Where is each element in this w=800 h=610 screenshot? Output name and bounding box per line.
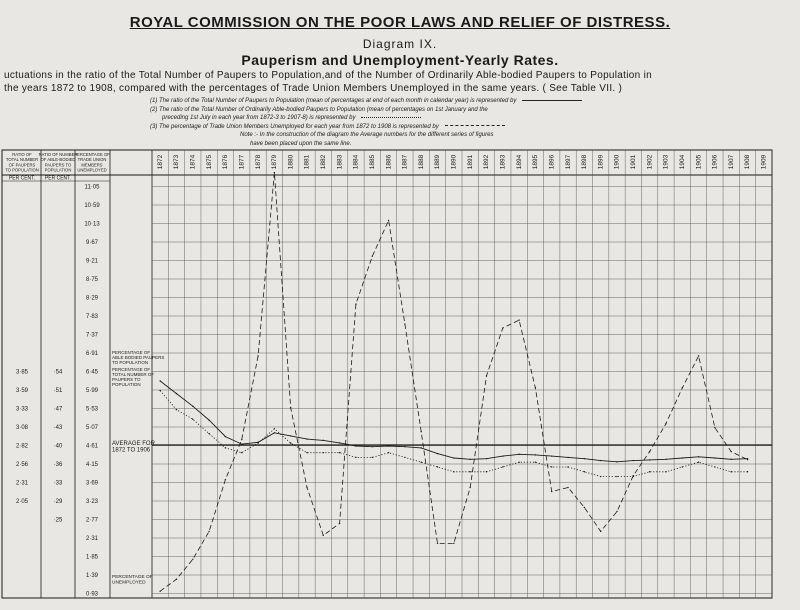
x-tick-label: 1908 xyxy=(744,154,752,170)
series-point-unemployed xyxy=(192,559,193,560)
x-tick-label: 1887 xyxy=(401,154,409,170)
series-point-able-bodied xyxy=(159,390,160,391)
x-tick-label: 1890 xyxy=(450,154,458,170)
annotation-able-bodied: TO POPULATION xyxy=(112,360,149,365)
x-tick-label: 1889 xyxy=(434,154,442,170)
series-point-total-paupers xyxy=(535,454,536,455)
x-tick-label: 1885 xyxy=(368,154,376,170)
legend-item-able-bodied: (2) The ratio of the Total Number of Ordinarily Able-bodied Paupers to Population (mean of percentages on 1st January and the xyxy=(150,106,488,113)
series-point-total-paupers xyxy=(404,446,405,447)
series-point-unemployed xyxy=(372,256,373,257)
legend-swatch-dashed xyxy=(445,125,505,126)
series-point-unemployed xyxy=(208,531,209,532)
series-point-total-paupers xyxy=(665,459,666,460)
annotation-able-bodied: PERCENTAGE OF xyxy=(112,350,151,355)
x-tick-label: 1884 xyxy=(352,154,360,170)
series-point-able-bodied xyxy=(665,471,666,472)
x-tick-label: 1906 xyxy=(711,154,719,170)
series-point-unemployed xyxy=(421,431,422,432)
y-tick-label-unemployed: 9·21 xyxy=(85,258,99,265)
annotation-total-paupers: PAUPERS TO xyxy=(112,377,141,382)
description-line-1: uctuations in the ratio of the Total Number of Paupers to Population,and of the Number of Ordinarily Able-bodied Paupers to Population in xyxy=(4,70,652,81)
x-tick-label: 1899 xyxy=(597,154,605,170)
x-tick-label: 1898 xyxy=(581,154,589,170)
y-tick-label-unemployed: 6·45 xyxy=(85,369,99,376)
description-line-2: the years 1872 to 1908, compared with the percentages of Trade Union Members Unemployed in the same years. ( See Table VII. ) xyxy=(4,83,623,94)
y-tick-label-unemployed: 2·77 xyxy=(85,517,99,524)
x-tick-label: 1902 xyxy=(646,154,654,170)
y-tick-label-unemployed: 7·37 xyxy=(85,332,99,339)
y-tick-label-total-paupers: 2·56 xyxy=(15,462,29,468)
x-tick-label: 1900 xyxy=(613,154,621,170)
series-point-able-bodied xyxy=(698,462,699,463)
series-point-unemployed xyxy=(747,459,748,460)
y-tick-label-total-paupers: 2·05 xyxy=(15,499,29,505)
series-point-able-bodied xyxy=(372,457,373,458)
series-point-able-bodied xyxy=(453,471,454,472)
series-point-total-paupers xyxy=(388,445,389,446)
series-point-total-paupers xyxy=(306,438,307,439)
series-point-total-paupers xyxy=(159,380,160,381)
series-point-unemployed xyxy=(225,479,226,480)
series-point-total-paupers xyxy=(437,453,438,454)
series-point-unemployed xyxy=(290,407,291,408)
y-tick-label-unemployed: 3·23 xyxy=(85,499,99,505)
series-point-total-paupers xyxy=(421,447,422,448)
column-header-text: TOTAL NUMBER xyxy=(5,157,39,163)
series-point-able-bodied xyxy=(421,462,422,463)
x-tick-label: 1876 xyxy=(222,154,230,170)
series-point-total-paupers xyxy=(355,445,356,446)
y-tick-label-unemployed: 5·07 xyxy=(85,425,99,431)
series-point-total-paupers xyxy=(616,461,617,462)
series-point-total-paupers xyxy=(192,406,193,407)
annotation-unemployed: PERCENTAGE OF xyxy=(112,575,153,580)
y-tick-label-unemployed: 6·91 xyxy=(85,351,99,357)
x-tick-label: 1877 xyxy=(238,154,246,170)
y-tick-label-able-bodied: ·40 xyxy=(53,443,63,450)
x-tick-label: 1909 xyxy=(760,154,768,170)
column-header-text: OF ABLE-BODIED xyxy=(40,157,76,163)
series-point-unemployed xyxy=(469,487,470,488)
series-point-able-bodied xyxy=(274,428,275,429)
y-tick-label-able-bodied: ·29 xyxy=(53,499,63,505)
x-tick-label: 1883 xyxy=(336,154,344,170)
annotation-average: AVERAGE FOR xyxy=(112,441,155,447)
series-point-unemployed xyxy=(600,531,601,532)
y-tick-label-total-paupers: 3·33 xyxy=(15,406,29,413)
series-point-total-paupers xyxy=(208,419,209,420)
series-point-able-bodied xyxy=(486,471,487,472)
series-point-unemployed xyxy=(339,523,340,524)
y-tick-label-unemployed: 9·67 xyxy=(85,240,99,246)
chart-frame xyxy=(2,150,772,598)
series-point-total-paupers xyxy=(567,457,568,458)
diagram-label: Diagram IX. xyxy=(362,37,438,51)
series-point-unemployed xyxy=(649,451,650,452)
y-tick-label-unemployed: 4·15 xyxy=(85,462,99,468)
y-tick-label-unemployed: 0·93 xyxy=(85,591,99,598)
series-point-total-paupers xyxy=(225,436,226,437)
legend: (1) The ratio of the Total Number of Paupers to Population (mean of percentages at end of each month in calendar year) is represented by (2) The ratio of the Total Number of Ordinarily Able-bodied Paupers to Population (mean of percentages on 1st January and the preceding 1st July in each year from 1872-3 to 1907-8) is represented by (3) The percentage of Trade Union Members Unemployed for each year from 1872 to 1908 is represented by Note :- In the construction of the diagram the Average numbers for the different series of figures have been placed upon the same line. xyxy=(150,97,582,148)
series-point-unemployed xyxy=(355,303,356,304)
series-point-able-bodied xyxy=(551,466,552,467)
x-tick-label: 1879 xyxy=(271,154,279,170)
series-point-able-bodied xyxy=(257,442,258,443)
y-tick-label-able-bodied: ·25 xyxy=(53,517,63,524)
series-point-unemployed xyxy=(584,507,585,508)
chart-subtitle: Pauperism and Unemployment-Yearly Rates. xyxy=(241,52,559,68)
series-point-able-bodied xyxy=(714,466,715,467)
series-point-able-bodied xyxy=(616,476,617,477)
series-point-able-bodied xyxy=(649,471,650,472)
column-header-text: OF PAUPERS xyxy=(8,162,36,168)
y-tick-label-unemployed: 8·29 xyxy=(85,295,99,302)
column-header-text: TO POPULATION xyxy=(5,167,39,173)
series-point-able-bodied xyxy=(437,466,438,467)
series-point-able-bodied xyxy=(682,466,683,467)
column-header-text: POPULATION xyxy=(44,167,72,173)
unit-label: PER CENT. xyxy=(8,175,36,182)
y-tick-label-unemployed: 2·31 xyxy=(85,536,99,542)
y-tick-label-total-paupers: 3·59 xyxy=(15,388,29,394)
series-point-unemployed xyxy=(518,319,519,320)
y-tick-label-able-bodied: ·51 xyxy=(53,388,63,394)
annotation-able-bodied: ABLE BODIED PAUPERS xyxy=(112,355,165,360)
x-tick-label: 1897 xyxy=(564,154,572,170)
series-point-unemployed xyxy=(616,511,617,512)
x-tick-label: 1892 xyxy=(483,154,491,170)
x-tick-label: 1903 xyxy=(662,154,670,170)
series-point-unemployed xyxy=(665,423,666,424)
y-tick-label-unemployed: 5·99 xyxy=(85,388,99,394)
x-tick-label: 1874 xyxy=(189,154,197,170)
series-point-unemployed xyxy=(453,543,454,544)
series-point-able-bodied xyxy=(518,462,519,463)
series-point-total-paupers xyxy=(453,457,454,458)
series-point-able-bodied xyxy=(404,457,405,458)
column-header-text: TRADE UNION xyxy=(77,157,107,163)
series-line-unemployed xyxy=(160,173,747,592)
x-tick-label: 1907 xyxy=(727,154,735,170)
annotation-total-paupers: PERCENTAGE OF xyxy=(112,367,151,372)
x-tick-label: 1904 xyxy=(678,154,686,170)
series-point-total-paupers xyxy=(469,459,470,460)
x-tick-label: 1888 xyxy=(417,154,425,170)
series-point-total-paupers xyxy=(502,455,503,456)
series-point-able-bodied xyxy=(339,452,340,453)
series-point-able-bodied xyxy=(731,471,732,472)
series-line-able-bodied xyxy=(160,391,747,477)
series-point-able-bodied xyxy=(192,419,193,420)
column-header-text: RATIO OF NUMBER xyxy=(38,152,78,157)
y-tick-label-unemployed: 8·75 xyxy=(85,277,99,283)
y-tick-label-able-bodied: ·36 xyxy=(53,462,63,468)
series-point-total-paupers xyxy=(339,442,340,443)
series-point-total-paupers xyxy=(600,460,601,461)
series-point-unemployed xyxy=(176,579,177,580)
x-tick-label: 1893 xyxy=(499,154,507,170)
y-tick-label-total-paupers: 3·85 xyxy=(15,369,29,376)
series-point-able-bodied xyxy=(323,452,324,453)
series-point-unemployed xyxy=(323,535,324,536)
series-point-able-bodied xyxy=(290,442,291,443)
y-tick-label-able-bodied: ·54 xyxy=(53,369,63,376)
series-point-total-paupers xyxy=(698,456,699,457)
series-point-total-paupers xyxy=(747,458,748,459)
unit-label: PER CENT. xyxy=(44,175,72,182)
series-point-total-paupers xyxy=(372,446,373,447)
series-point-able-bodied xyxy=(241,452,242,453)
x-tick-label: 1873 xyxy=(173,154,181,170)
series-point-able-bodied xyxy=(502,466,503,467)
annotation-unemployed: UNEMPLOYED xyxy=(112,580,146,586)
annotation-total-paupers: POPULATION xyxy=(112,382,141,387)
series-point-able-bodied xyxy=(388,452,389,453)
annotation-average: 1872 TO 1906 xyxy=(112,447,151,454)
series-point-total-paupers xyxy=(176,393,177,394)
series-point-unemployed xyxy=(274,172,275,173)
series-line-total-paupers xyxy=(160,381,747,462)
x-tick-label: 1891 xyxy=(466,154,474,170)
x-tick-label: 1886 xyxy=(385,154,393,170)
y-tick-label-unemployed: 11·05 xyxy=(84,184,100,191)
series-point-able-bodied xyxy=(176,409,177,410)
series-point-able-bodied xyxy=(208,433,209,434)
series-point-total-paupers xyxy=(486,458,487,459)
series-point-able-bodied xyxy=(306,452,307,453)
legend-item-total-paupers: (1) The ratio of the Total Number of Paupers to Population (mean of percentages at end of each month in calendar year) is represented by xyxy=(150,97,582,106)
annotation-total-paupers: TOTAL NUMBER OF xyxy=(112,372,155,377)
x-tick-label: 1905 xyxy=(695,154,703,170)
legend-swatch-dotted xyxy=(361,117,421,118)
y-tick-label-able-bodied: ·33 xyxy=(53,480,63,487)
series-point-total-paupers xyxy=(731,459,732,460)
series-point-unemployed xyxy=(502,327,503,328)
series-point-total-paupers xyxy=(274,432,275,433)
series-point-unemployed xyxy=(567,487,568,488)
y-tick-label-total-paupers: 3·08 xyxy=(15,425,29,431)
y-tick-label-unemployed: 7·83 xyxy=(85,314,99,320)
x-tick-label: 1882 xyxy=(320,154,328,170)
series-point-unemployed xyxy=(698,355,699,356)
series-point-able-bodied xyxy=(355,457,356,458)
series-point-total-paupers xyxy=(649,459,650,460)
series-point-unemployed xyxy=(486,375,487,376)
series-point-able-bodied xyxy=(535,462,536,463)
series-point-able-bodied xyxy=(747,471,748,472)
series-point-unemployed xyxy=(257,355,258,356)
x-tick-label: 1894 xyxy=(515,154,523,170)
series-point-unemployed xyxy=(682,387,683,388)
series-point-total-paupers xyxy=(241,443,242,444)
column-header-text: MEMBERS xyxy=(81,162,103,168)
series-point-total-paupers xyxy=(290,435,291,436)
chart-title: ROYAL COMMISSION ON THE POOR LAWS AND RELIEF OF DISTRESS. xyxy=(129,14,671,31)
legend-item-unemployed: (3) The percentage of Trade Union Members Unemployed for each year from 1872 to 1908 is represented by xyxy=(150,123,582,132)
series-point-total-paupers xyxy=(633,460,634,461)
series-point-able-bodied xyxy=(469,471,470,472)
series-point-total-paupers xyxy=(518,454,519,455)
chart-description xyxy=(4,69,796,95)
series-point-able-bodied xyxy=(225,447,226,448)
series-point-total-paupers xyxy=(714,457,715,458)
y-tick-label-unemployed: 4·61 xyxy=(85,443,99,450)
y-tick-label-unemployed: 10·13 xyxy=(84,221,100,228)
y-tick-label-able-bodied: ·47 xyxy=(53,406,63,413)
series-point-total-paupers xyxy=(551,455,552,456)
series-point-unemployed xyxy=(633,475,634,476)
series-point-unemployed xyxy=(388,220,389,221)
series-point-total-paupers xyxy=(257,442,258,443)
series-point-able-bodied xyxy=(567,466,568,467)
series-point-able-bodied xyxy=(600,476,601,477)
series-point-unemployed xyxy=(551,491,552,492)
y-tick-label-unemployed: 5·53 xyxy=(85,406,99,413)
series-point-unemployed xyxy=(306,487,307,488)
column-header-text: UNEMPLOYED xyxy=(77,167,107,173)
y-tick-label-total-paupers: 2·31 xyxy=(15,480,29,487)
series-point-able-bodied xyxy=(633,476,634,477)
column-header-text: RATIO OF xyxy=(12,152,32,157)
y-tick-label-unemployed: 1·39 xyxy=(85,573,99,579)
series-point-unemployed xyxy=(159,590,160,591)
x-tick-label: 1875 xyxy=(205,154,213,170)
series-point-able-bodied xyxy=(584,471,585,472)
series-point-unemployed xyxy=(535,387,536,388)
series-point-unemployed xyxy=(404,323,405,324)
legend-note: Note :- In the construction of the diagram the Average numbers for the different series of figures xyxy=(240,132,494,138)
y-tick-label-unemployed: 10·59 xyxy=(84,203,100,209)
series-point-unemployed xyxy=(731,451,732,452)
y-tick-label-unemployed: 1·85 xyxy=(85,554,99,561)
series-point-total-paupers xyxy=(682,457,683,458)
series-point-unemployed xyxy=(437,543,438,544)
x-tick-label: 1880 xyxy=(287,154,295,170)
series-point-total-paupers xyxy=(323,440,324,441)
series-point-unemployed xyxy=(714,427,715,428)
y-tick-label-unemployed: 3·69 xyxy=(85,480,99,487)
legend-swatch-solid xyxy=(522,100,582,101)
series-point-total-paupers xyxy=(584,458,585,459)
y-tick-label-total-paupers: 2·82 xyxy=(15,443,29,450)
x-tick-label: 1895 xyxy=(532,154,540,170)
column-header-text: PAUPERS TO xyxy=(44,162,72,168)
series-point-unemployed xyxy=(241,439,242,440)
x-tick-label: 1878 xyxy=(254,154,262,170)
column-header-text: PERCENTAGE OF xyxy=(74,152,110,157)
y-tick-label-able-bodied: ·43 xyxy=(53,425,63,431)
x-tick-label: 1881 xyxy=(303,154,311,170)
x-tick-label: 1896 xyxy=(548,154,556,170)
x-tick-label: 1901 xyxy=(630,154,638,170)
x-tick-label: 1872 xyxy=(156,154,164,170)
